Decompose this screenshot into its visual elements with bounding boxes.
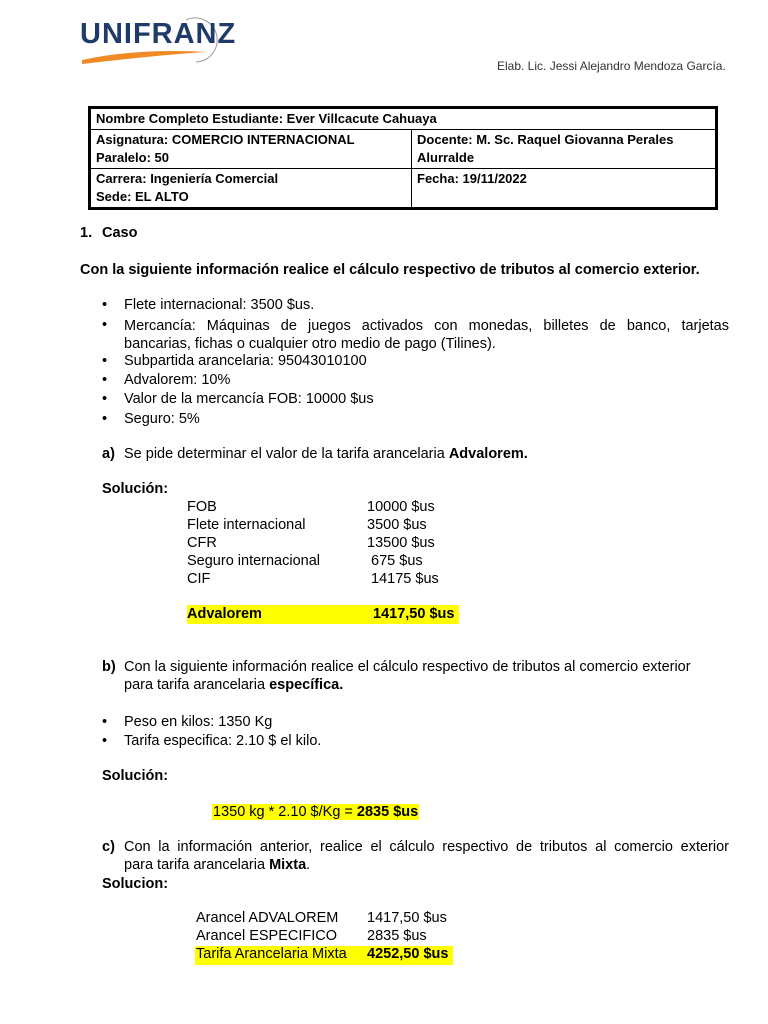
- part-b-text: Con la siguiente información realice el cálculo respectivo de tributos al comercio exterior: [124, 659, 691, 675]
- mixed-result-name: Tarifa Arancelaria Mixta: [196, 946, 347, 962]
- row-adv-name: Arancel ADVALOREM: [196, 910, 339, 926]
- part-b-label: b): [102, 659, 116, 675]
- part-a-question: [124, 446, 528, 462]
- campus: Sede: EL ALTO: [96, 189, 189, 204]
- row-cif-value: 14175 $us: [367, 571, 439, 587]
- part-b-text2-bold: específica.: [269, 677, 344, 693]
- logo-text: UNIFRANZ: [80, 18, 237, 50]
- row-freight-name: Flete internacional: [187, 517, 306, 533]
- part-a-label: a): [102, 446, 115, 462]
- bullet-dot: •: [102, 714, 108, 730]
- subject: Asignatura: COMERCIO INTERNACIONAL: [96, 132, 355, 147]
- career-cell: [90, 169, 412, 209]
- author-credit: Elab. Lic. Jessi Alejandro Mendoza García.: [497, 59, 726, 73]
- part-b-question: [124, 677, 343, 693]
- bullet-dot: •: [102, 733, 108, 749]
- row-insurance-value: 675 $us: [367, 553, 423, 569]
- part-a-text-bold: Advalorem.: [448, 446, 528, 462]
- career: Carrera: Ingeniería Comercial: [96, 171, 279, 186]
- specific-formula: [212, 804, 419, 820]
- bullet-dot: •: [102, 372, 108, 388]
- part-c-text: Con la información anterior, realice el cálculo respectivo de tributos al comercio exterior: [124, 839, 729, 855]
- row-cfr-value: 13500 $us: [367, 535, 435, 551]
- part-c-label: c): [102, 839, 115, 855]
- student-info-table: [88, 106, 718, 210]
- bullet-specific-rate: Tarifa especifica: 2.10 $ el kilo.: [124, 733, 322, 749]
- teacher-cell: [412, 130, 717, 169]
- row-adv-value: 1417,50 $us: [367, 910, 447, 926]
- bullet-dot: •: [102, 411, 108, 427]
- row-cfr-name: CFR: [187, 535, 217, 551]
- part-a-solution-label: Solución:: [102, 481, 169, 497]
- formula-text: 1350 kg * 2.10 $/Kg =: [213, 804, 357, 820]
- part-b-text2: para tarifa arancelaria: [124, 677, 270, 693]
- bullet-insurance: Seguro: 5%: [124, 411, 200, 427]
- part-c-text2-end: .: [306, 857, 311, 873]
- bullet-freight: Flete internacional: 3500 $us.: [124, 297, 315, 313]
- part-c-text2-bold: Mixta: [269, 857, 307, 873]
- part-a-text: Se pide determinar el valor de la tarifa arancelaria: [124, 446, 449, 462]
- bullet-dot: •: [102, 353, 108, 369]
- mixed-result-value: 4252,50 $us: [367, 946, 449, 962]
- row-spec-name: Arancel ESPECIFICO: [196, 928, 338, 944]
- parallel: Paralelo: 50: [96, 150, 169, 165]
- case-number: 1.: [80, 225, 93, 241]
- advalorem-result-value: 1417,50 $us: [373, 606, 455, 622]
- row-fob-value: 10000 $us: [367, 499, 435, 515]
- teacher-line-1: Docente: M. Sc. Raquel Giovanna Perales: [417, 132, 674, 147]
- student-name-cell: Nombre Completo Estudiante: Ever Villcacute Cahuaya: [90, 108, 717, 130]
- bullet-dot: •: [102, 391, 108, 407]
- bullet-dot: •: [102, 297, 108, 313]
- logo-swoosh: [82, 51, 208, 64]
- subject-cell: [90, 130, 412, 169]
- formula-result: 2835 $us: [356, 804, 419, 820]
- row-fob-name: FOB: [187, 499, 217, 515]
- bullet-merchandise: Mercancía: Máquinas de juegos activados con monedas, billetes de banco, tarjetas bancarias, fichas o cualquier otro medio de pago (Tilines).: [124, 318, 729, 352]
- bullet-advalorem: Advalorem: 10%: [124, 372, 231, 388]
- row-insurance-name: Seguro internacional: [187, 553, 321, 569]
- bullet-dot: •: [102, 317, 108, 333]
- date-cell: Fecha: 19/11/2022: [412, 169, 717, 209]
- part-c-text2: para tarifa arancelaria: [124, 857, 270, 873]
- teacher-line-2: Alurralde: [417, 150, 475, 165]
- part-c-question: [124, 857, 310, 873]
- advalorem-result-name: Advalorem: [187, 606, 262, 622]
- bullet-fob: Valor de la mercancía FOB: 10000 $us: [124, 391, 374, 407]
- row-spec-value: 2835 $us: [367, 928, 427, 944]
- case-instruction: Con la siguiente información realice el cálculo respectivo de tributos al comercio exterior.: [80, 262, 700, 278]
- part-c-solution-label: Solucion:: [102, 876, 169, 892]
- case-title: Caso: [102, 225, 138, 241]
- bullet-tariff-code: Subpartida arancelaria: 95043010100: [124, 353, 367, 369]
- part-b-solution-label: Solución:: [102, 768, 169, 784]
- row-freight-value: 3500 $us: [367, 517, 427, 533]
- bullet-weight: Peso en kilos: 1350 Kg: [124, 714, 273, 730]
- row-cif-name: CIF: [187, 571, 211, 587]
